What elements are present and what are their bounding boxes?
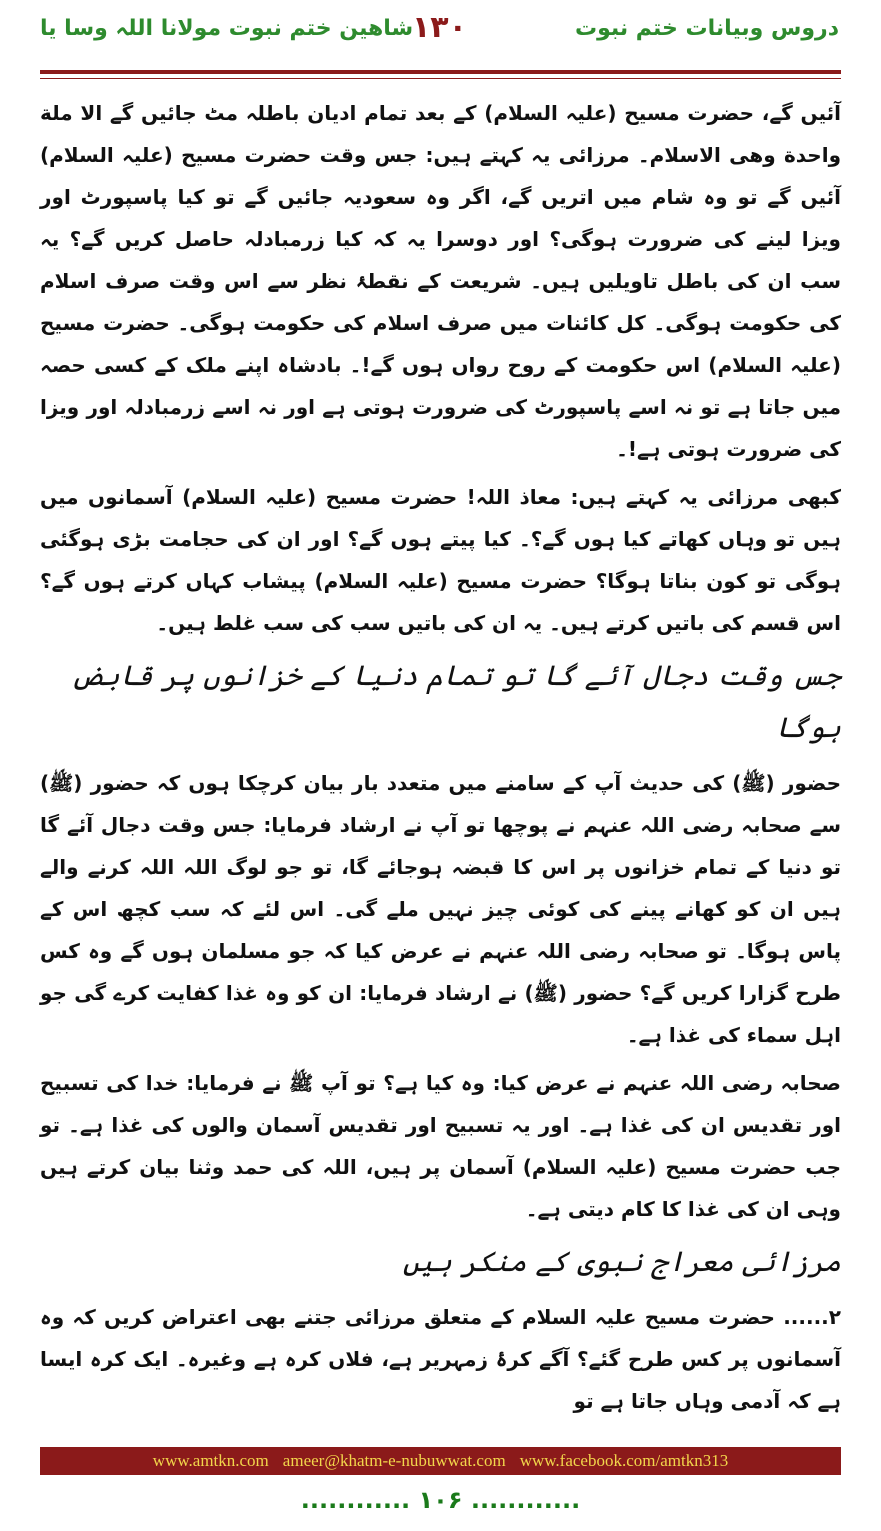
paragraph-3: حضور (ﷺ) کی حدیث آپ کے سامنے میں متعدد بار بیان کرچکا ہوں کہ حضور (ﷺ) سے صحابہ رضی اللہ عنہم نے پوچھا تو آپ نے ارشاد فرمایا: جس وقت دجال آئے گا تو دنیا کے تمام خزانوں پر اس کا قبضہ ہوجائے گا، تو جو لوگ اللہ اللہ کرنے والے ہیں ان کو کھانے پینے کی کوئی چیز نہیں ملے گی۔ اس لئے کہ سب کچھ اس کے پاس ہوگا۔ تو صحابہ رضی اللہ عنہم نے عرض کیا کہ جو مسلمان ہوں گے وہ کس طرح گزارا کریں گے؟ حضور (ﷺ) نے ارشاد فرمایا: ان کو وہ غذا کفایت کرے گی جو اہل سماء کی غذا ہے۔: [40, 771, 841, 1047]
section-heading-dajjal: جس وقت دجال آئے گا تو تمام دنیا کے خزانوں پر قابض ہوگا: [70, 659, 841, 744]
author-name: شاهین ختم نبوت مولانا اللہ وسا یا: [40, 16, 414, 41]
email-link[interactable]: ameer@khatm-e-nubuwwat.com: [282, 1451, 506, 1470]
footer-page-number: ............ ۱۰۶ ............: [300, 1486, 581, 1514]
facebook-link[interactable]: www.facebook.com/amtkn313: [519, 1451, 729, 1470]
header-rule-thick: [40, 70, 841, 74]
page-body: [40, 92, 841, 1422]
header-page-number: ۱۳۰: [412, 10, 467, 45]
paragraph-1: آئیں گے، حضرت مسیح (علیہ السلام) کے بعد تمام ادیان باطلہ مٹ جائیں گے الا ملة واحدة وھی الاسلام۔ مرزائی یہ کہتے ہیں: جس وقت حضرت مسیح (علیہ السلام) آئیں گے تو وہ شام میں اتریں گے، اگر وہ سعودیہ جائیں گے تو کیا پاسپورٹ اور ویزا لینے کی ضرورت ہوگی؟ اور دوسرا یہ کہ کیا زرمبادلہ حاصل کریں گے؟ یہ سب ان کی باطل تاویلیں ہیں۔ شریعت کے نقطۂ نظر سے اس وقت صرف اسلام کی حکومت ہوگی۔ کل کائنات میں صرف اسلام کی حکومت ہوگی۔ حضرت مسیح (علیہ السلام) اس حکومت کے روح رواں ہوں گے!۔ بادشاہ اپنے ملک کے کسی حصہ میں جاتا ہے تو نہ اسے پاسپورٹ کی ضرورت ہوتی ہے اور نہ اسے زرمبادلہ اور ویزا کی ضرورت ہوتی ہے!۔: [40, 101, 841, 461]
website-link[interactable]: www.amtkn.com: [152, 1451, 269, 1470]
paragraph-2: کبھی مرزائی یہ کہتے ہیں: معاذ اللہ! حضرت مسیح (علیہ السلام) آسمانوں میں ہیں تو وہاں کھاتے کیا ہوں گے؟۔ کیا پیتے ہوں گے؟ اور ان کی حجامت بڑی ہوگئی ہوگی تو کون بناتا ہوگا؟ حضرت مسیح (علیہ السلام) پیشاب کہاں کرتے ہوں گے؟ اس قسم کی باتیں کرتے ہیں۔ یہ ان کی باتیں سب کی سب غلط ہیں۔: [40, 485, 841, 635]
section-heading-miraj: مرزائی معراج نبوی کے منکر ہیں: [402, 1245, 841, 1278]
page-header: [0, 0, 881, 80]
book-title: دروس وبیانات ختم نبوت: [575, 16, 839, 41]
footer-links-bar: [40, 1447, 841, 1475]
header-rule-thin: [40, 78, 841, 79]
paragraph-5: ۲...... حضرت مسیح علیہ السلام کے متعلق مرزائی جتنے بھی اعتراض کریں کہ وہ آسمانوں پر کس طرح گئے؟ آگے کرۂ زمہریر ہے، فلاں کرہ ہے وغیرہ۔ ایک کرہ ایسا ہے کہ آدمی وہاں جاتا ہے تو: [40, 1305, 841, 1413]
paragraph-4: صحابہ رضی اللہ عنہم نے عرض کیا: وہ کیا ہے؟ تو آپ ﷺ نے فرمایا: خدا کی تسبیح اور تقدیس ان کی غذا ہے۔ اور یہ تسبیح اور تقدیس آسمان والوں کی غذا ہے۔ تو جب حضرت مسیح (علیہ السلام) آسمان پر ہیں، اللہ کی حمد وثنا بیان کرتے ہیں وہی ان کی غذا کا کام دیتی ہے۔: [40, 1071, 841, 1221]
